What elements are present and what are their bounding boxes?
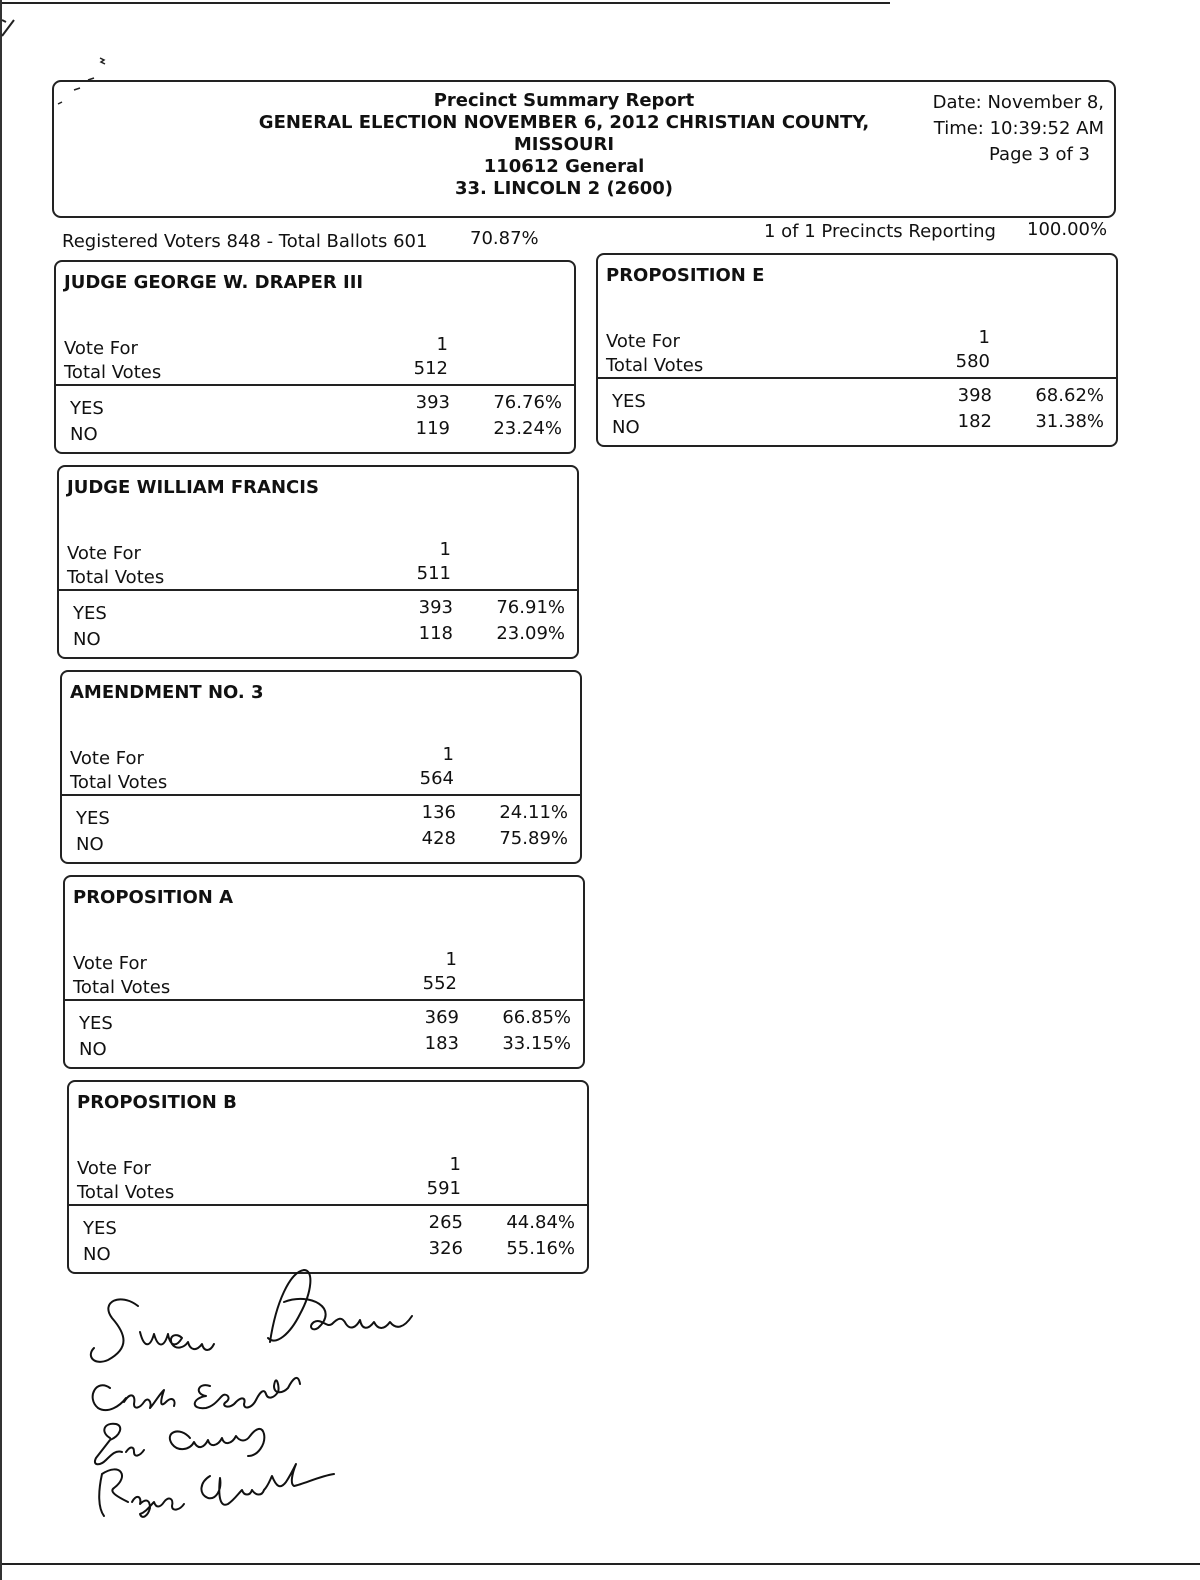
- contest-divider: [69, 1204, 587, 1206]
- vote-for-label: Vote For: [77, 1158, 151, 1179]
- contest-box: [63, 875, 585, 1069]
- choice-votes-no: 428: [421, 828, 456, 849]
- choice-name-yes: YES: [76, 808, 110, 829]
- choice-percent-no: 23.24%: [493, 418, 562, 439]
- total-votes-value: 580: [955, 351, 990, 372]
- contest-title: PROPOSITION A: [73, 887, 234, 908]
- precinct-name: 33. LINCOLN 2 (2600): [454, 178, 674, 199]
- choice-votes-yes: 398: [957, 385, 992, 406]
- vote-for-label: Vote For: [73, 953, 147, 974]
- choice-votes-yes: 369: [424, 1007, 459, 1028]
- choice-percent-yes: 76.91%: [496, 597, 565, 618]
- total-votes-label: Total Votes: [606, 355, 704, 376]
- choice-percent-no: 75.89%: [499, 828, 568, 849]
- choice-votes-no: 326: [428, 1238, 463, 1259]
- total-votes-label: Total Votes: [64, 362, 162, 383]
- contest-title: PROPOSITION B: [77, 1092, 237, 1113]
- contest-box: [54, 260, 576, 454]
- choice-votes-yes: 265: [428, 1212, 463, 1233]
- choice-votes-no: 118: [418, 623, 453, 644]
- choice-name-no: NO: [83, 1244, 111, 1265]
- report-date: Date: November 8,: [932, 92, 1104, 113]
- election-name: GENERAL ELECTION NOVEMBER 6, 2012 CHRISTIAN COUNTY,: [258, 112, 870, 133]
- registered-voters: Registered Voters 848 - Total Ballots 601: [62, 231, 428, 252]
- choice-name-yes: YES: [79, 1013, 113, 1034]
- choice-percent-yes: 24.11%: [499, 802, 568, 823]
- page-number: Page 3 of 3: [989, 144, 1090, 165]
- contest-divider: [56, 384, 574, 386]
- report-title: Precinct Summary Report: [433, 90, 695, 111]
- total-votes-label: Total Votes: [67, 567, 165, 588]
- total-votes-value: 564: [419, 768, 454, 789]
- choice-name-no: NO: [73, 629, 101, 650]
- choice-name-no: NO: [76, 834, 104, 855]
- vote-for-label: Vote For: [606, 331, 680, 352]
- choice-votes-yes: 393: [418, 597, 453, 618]
- contest-divider: [65, 999, 583, 1001]
- choice-name-no: NO: [70, 424, 98, 445]
- choice-votes-no: 119: [415, 418, 450, 439]
- vote-for-value: 1: [445, 949, 457, 970]
- precincts-reporting: 1 of 1 Precincts Reporting: [764, 221, 996, 242]
- total-votes-label: Total Votes: [70, 772, 168, 793]
- vote-for-value: 1: [439, 539, 451, 560]
- corner-tick-mark: [0, 16, 22, 38]
- total-votes-value: 552: [422, 973, 457, 994]
- contest-title: JUDGE WILLIAM FRANCIS: [67, 477, 319, 498]
- choice-votes-yes: 136: [421, 802, 456, 823]
- choice-percent-no: 31.38%: [1035, 411, 1104, 432]
- choice-percent-yes: 76.76%: [493, 392, 562, 413]
- report-title-block: [244, 90, 884, 200]
- choice-name-no: NO: [79, 1039, 107, 1060]
- report-time: Time: 10:39:52 AM: [933, 118, 1104, 139]
- total-votes-value: 591: [426, 1178, 461, 1199]
- contest-title: PROPOSITION E: [606, 265, 765, 286]
- contest-box: [60, 670, 582, 864]
- vote-for-value: 1: [442, 744, 454, 765]
- choice-percent-no: 33.15%: [502, 1033, 571, 1054]
- vote-for-label: Vote For: [70, 748, 144, 769]
- choice-percent-no: 23.09%: [496, 623, 565, 644]
- contest-title: JUDGE GEORGE W. DRAPER III: [64, 272, 364, 293]
- choice-votes-no: 183: [424, 1033, 459, 1054]
- vote-for-value: 1: [978, 327, 990, 348]
- choice-votes-no: 182: [957, 411, 992, 432]
- choice-name-yes: YES: [83, 1218, 117, 1239]
- vote-for-label: Vote For: [67, 543, 141, 564]
- vote-for-value: 1: [449, 1154, 461, 1175]
- top-page-rule: [0, 2, 890, 4]
- reporting-percent: 100.00%: [1027, 219, 1108, 240]
- report-meta: [894, 90, 1104, 168]
- vote-for-value: 1: [436, 334, 448, 355]
- contest-box: [67, 1080, 589, 1274]
- contest-title: AMENDMENT NO. 3: [70, 682, 264, 703]
- election-state: MISSOURI: [513, 134, 615, 155]
- contest-box: [596, 253, 1118, 447]
- total-votes-label: Total Votes: [77, 1182, 175, 1203]
- election-code: 110612 General: [483, 156, 645, 177]
- choice-name-yes: YES: [612, 391, 646, 412]
- choice-name-yes: YES: [73, 603, 107, 624]
- report-header: [52, 80, 1116, 218]
- choice-name-no: NO: [612, 417, 640, 438]
- contest-divider: [59, 589, 577, 591]
- total-votes-value: 511: [416, 563, 451, 584]
- choice-percent-yes: 66.85%: [502, 1007, 571, 1028]
- total-votes-value: 512: [413, 358, 448, 379]
- poll-worker-signatures: [80, 1262, 460, 1532]
- turnout-percent: 70.87%: [470, 228, 539, 249]
- total-votes-label: Total Votes: [73, 977, 171, 998]
- choice-percent-yes: 68.62%: [1035, 385, 1104, 406]
- choice-percent-yes: 44.84%: [506, 1212, 575, 1233]
- bottom-page-rule: [0, 1563, 1200, 1565]
- contest-divider: [598, 377, 1116, 379]
- choice-name-yes: YES: [70, 398, 104, 419]
- choice-percent-no: 55.16%: [506, 1238, 575, 1259]
- contest-box: [57, 465, 579, 659]
- choice-votes-yes: 393: [415, 392, 450, 413]
- vote-for-label: Vote For: [64, 338, 138, 359]
- left-page-rule: [0, 0, 2, 1580]
- contest-divider: [62, 794, 580, 796]
